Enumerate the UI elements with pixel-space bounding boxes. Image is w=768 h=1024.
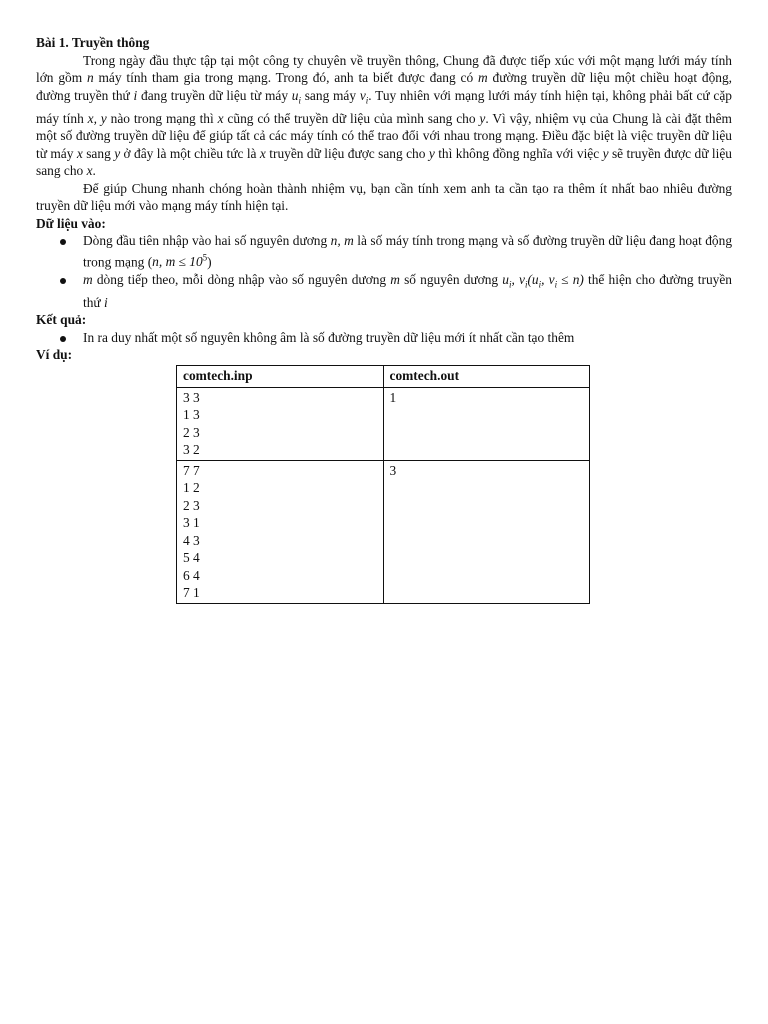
statement-paragraph-2: Để giúp Chung nhanh chóng hoàn thành nhiệm vụ, bạn cần tính xem anh ta cần tạo ra thêm ít nhất bao nhiêu đường truyền dữ liệu mới vào mạng máy tính hiện tại. [36, 180, 732, 214]
output-list [36, 329, 732, 347]
table-row [177, 460, 590, 603]
table-header-input: comtech.inp [177, 365, 384, 387]
bullet-icon [60, 239, 66, 245]
input-bullet-2: m dòng tiếp theo, mỗi dòng nhập vào số nguyên dương m số nguyên dương $u_i$, $v_i(u_i$, $v_i \le n$) thể hiện cho đường truyền thứ i [83, 271, 732, 312]
input-bullet-1: Dòng đầu tiên nhập vào hai số nguyên dương n, m là số máy tính trong mạng và số đường truyền dữ liệu đang hoạt động trong mạng (n, $m \le 10^5$) [83, 232, 732, 270]
input-heading: Dữ liệu vào: [36, 215, 106, 231]
table-cell-output: 1 [383, 387, 589, 460]
table-cell-output: 3 [383, 460, 589, 603]
bullet-icon [60, 278, 66, 284]
table-cell-input: 3 3 1 3 2 3 3 2 [177, 387, 384, 460]
document [36, 34, 732, 604]
table-row [177, 387, 590, 460]
example-heading: Ví dụ: [36, 347, 73, 363]
table-cell-input: 7 7 1 2 2 3 3 1 4 3 5 4 6 4 7 1 [177, 460, 384, 603]
output-bullet-1: In ra duy nhất một số nguyên không âm là số đường truyền dữ liệu mới ít nhất cần tạo thêm [83, 329, 732, 347]
example-table [176, 365, 590, 604]
table-header-output: comtech.out [383, 365, 589, 387]
bullet-icon [60, 336, 66, 342]
output-heading: Kết quả: [36, 312, 87, 328]
problem-title: Bài 1. Truyền thông [36, 35, 150, 50]
input-list [36, 232, 732, 311]
statement-paragraph-1: Trong ngày đầu thực tập tại một công ty chuyên về truyền thông, Chung đã được tiếp xúc với một mạng lưới máy tính lớn gồm n máy tính tham gia trong mạng. Trong đó, anh ta biết được đang có m đường truyền dữ liệu một chiều hoạt động, đường truyền thứ i đang truyền dữ liệu từ máy $u_i$ sang máy $v_i$. Tuy nhiên với mạng lưới máy tính hiện tại, không phải bất cứ cặp máy tính x, y nào trong mạng thì x cũng có thể truyền dữ liệu của mình sang cho y. Vì vậy, nhiệm vụ của Chung là cài đặt thêm một số đường truyền dữ liệu để giúp tất cả các máy tính có thể trao đổi với nhau trong mạng. Điều đặc biệt là việc truyền dữ liệu từ máy x sang y ở đây là một chiều tức là x truyền dữ liệu được sang cho y thì không đồng nghĩa với việc y sẽ truyền được dữ liệu sang cho x. [36, 52, 732, 179]
